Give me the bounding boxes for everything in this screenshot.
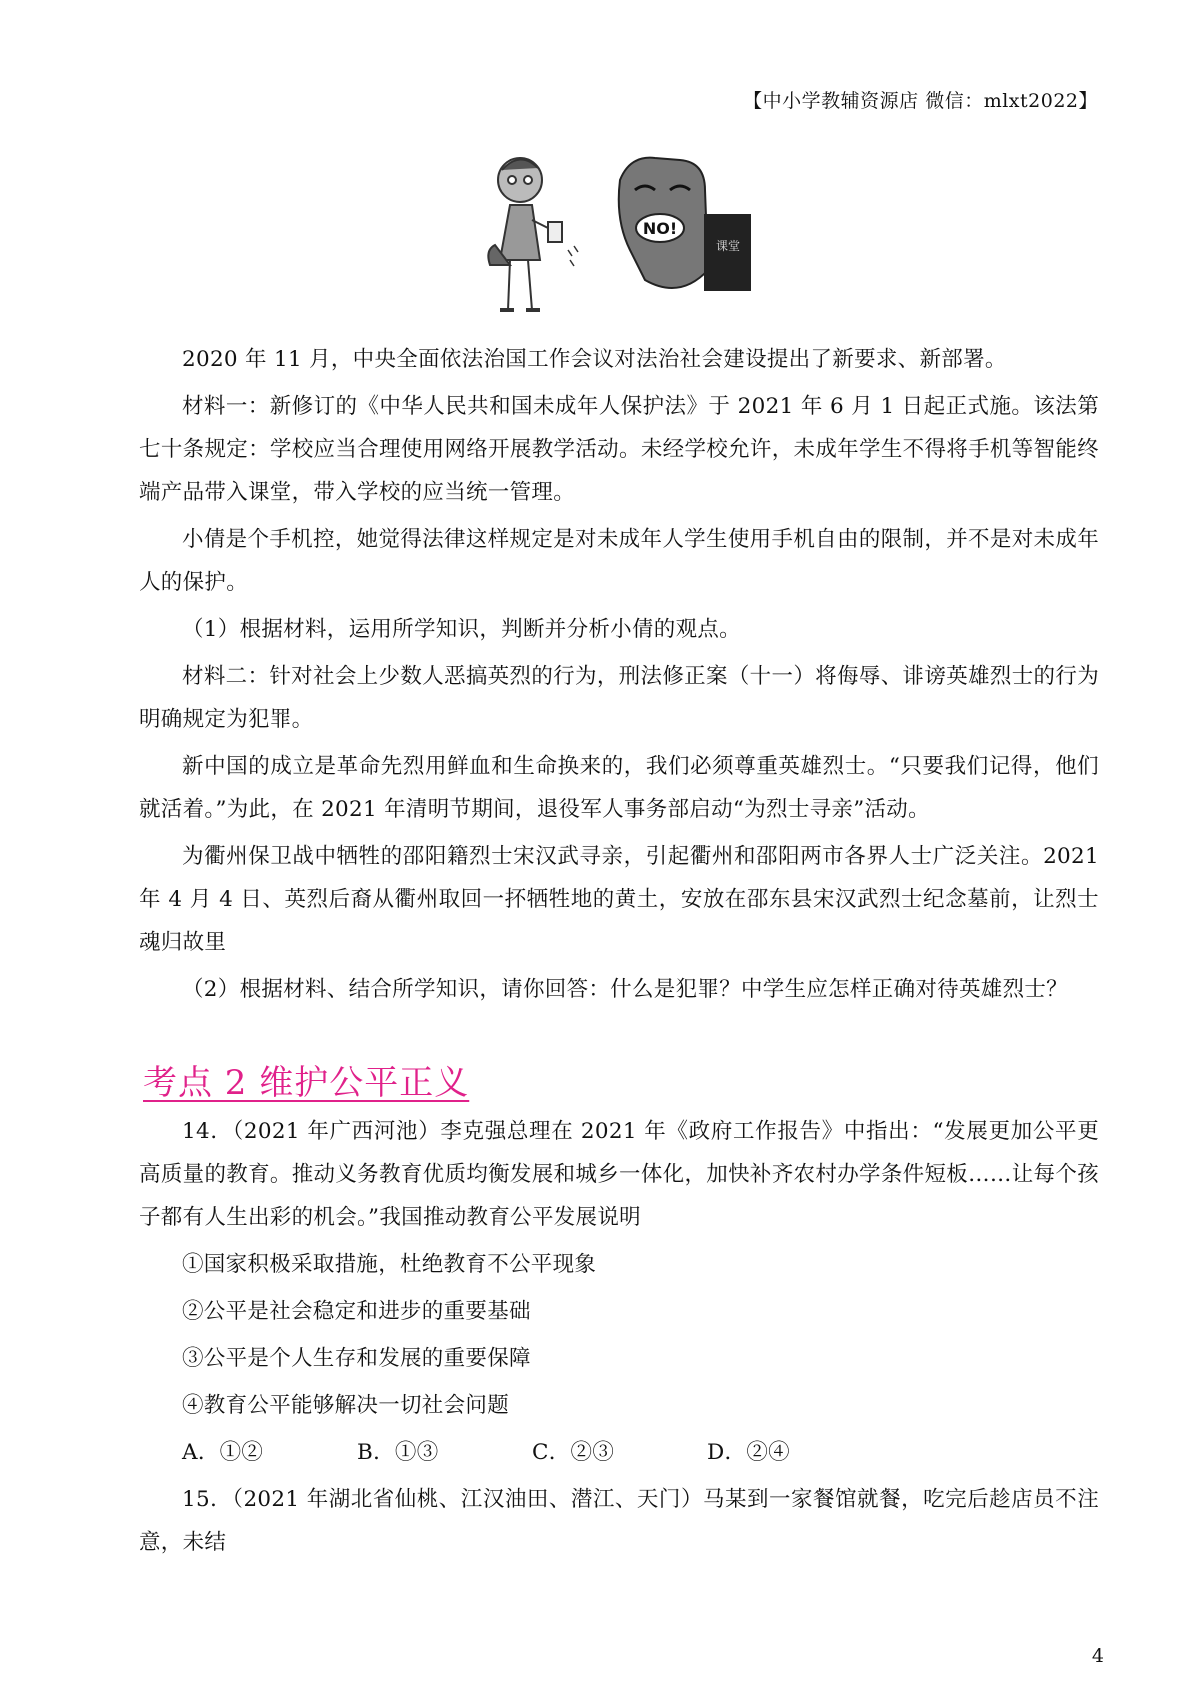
- opinion-paragraph: 小倩是个手机控，她觉得法律这样规定是对未成年人学生使用手机自由的限制，并不是对未成年人的保护。: [139, 527, 1099, 595]
- material-two-paragraph: 材料二：针对社会上少数人恶搞英烈的行为，刑法修正案（十一）将侮辱、诽谤英雄烈士的行为明确规定为犯罪。: [139, 664, 1099, 732]
- option-b: B．①③: [357, 1440, 439, 1465]
- heroes-paragraph: 新中国的成立是革命先烈用鲜血和生命换来的，我们必须尊重英雄烈士。“只要我们记得，他们就活着。”为此，在 2021 年清明节期间，退役军人事务部启动“为烈士寻亲”活动。: [139, 754, 1099, 822]
- section-heading: 考点 2 维护公平正义: [143, 1063, 470, 1103]
- question-one: （1）根据材料，运用所学知识，判断并分析小倩的观点。: [182, 617, 741, 642]
- question-14-item: ④教育公平能够解决一切社会问题: [182, 1393, 510, 1418]
- question-block: [139, 1110, 1099, 1568]
- girl-figure: [488, 158, 578, 310]
- option-d: D．②④: [707, 1440, 790, 1465]
- passage-block: [139, 338, 1099, 1015]
- option-a: A．①②: [182, 1440, 264, 1465]
- question-14-stem: 14．（2021 年广西河池）李克强总理在 2021 年《政府工作报告》中指出：“发展更加公平更高质量的教育。推动义务教育优质均衡发展和城乡一体化，加快补齐农村办学条件短板……让每个孩子都有人生出彩的机会。”我国推动教育公平发展说明: [139, 1119, 1099, 1230]
- stop-hand: [619, 158, 750, 290]
- material-one-paragraph: 材料一：新修订的《中华人民共和国未成年人保护法》于 2021 年 6 月 1 日起正式施。该法第七十条规定：学校应当合理使用网络开展教学活动。未经学校允许，未成年学生不得将手机等智能终端产品带入课堂，带入学校的应当统一管理。: [139, 394, 1099, 505]
- no-sign-text: NO!: [642, 219, 678, 238]
- header-note: 【中小学教辅资源店 微信：mlxt2022】: [743, 90, 1098, 112]
- page-number: 4: [1091, 1645, 1104, 1667]
- question-14-item: ③公平是个人生存和发展的重要保障: [182, 1346, 531, 1371]
- question-15-stem: 15．（2021 年湖北省仙桃、江汉油田、潜江、天门）马某到一家餐馆就餐，吃完后趁店员不注意，未结: [139, 1487, 1099, 1555]
- option-c: C．②③: [532, 1440, 615, 1465]
- question-14-item: ①国家积极采取措施，杜绝教育不公平现象: [182, 1252, 597, 1277]
- question-14-options: [139, 1431, 1099, 1474]
- cartoon-illustration: [480, 150, 780, 320]
- intro-paragraph: 2020 年 11 月，中央全面依法治国工作会议对法治社会建设提出了新要求、新部署。: [182, 347, 1007, 372]
- question-two: （2）根据材料、结合所学知识，请你回答：什么是犯罪？中学生应怎样正确对待英雄烈士？: [182, 977, 1068, 1002]
- quzhou-paragraph: 为衢州保卫战中牺牲的邵阳籍烈士宋汉武寻亲，引起衢州和邵阳两市各界人士广泛关注。2021 年 4 月 4 日、英烈后裔从衢州取回一抔牺牲地的黄土，安放在邵东县宋汉武烈士纪念墓前，让烈士魂归故里: [139, 844, 1099, 955]
- book-label: 课堂: [715, 239, 741, 253]
- question-14-item: ②公平是社会稳定和进步的重要基础: [182, 1299, 531, 1324]
